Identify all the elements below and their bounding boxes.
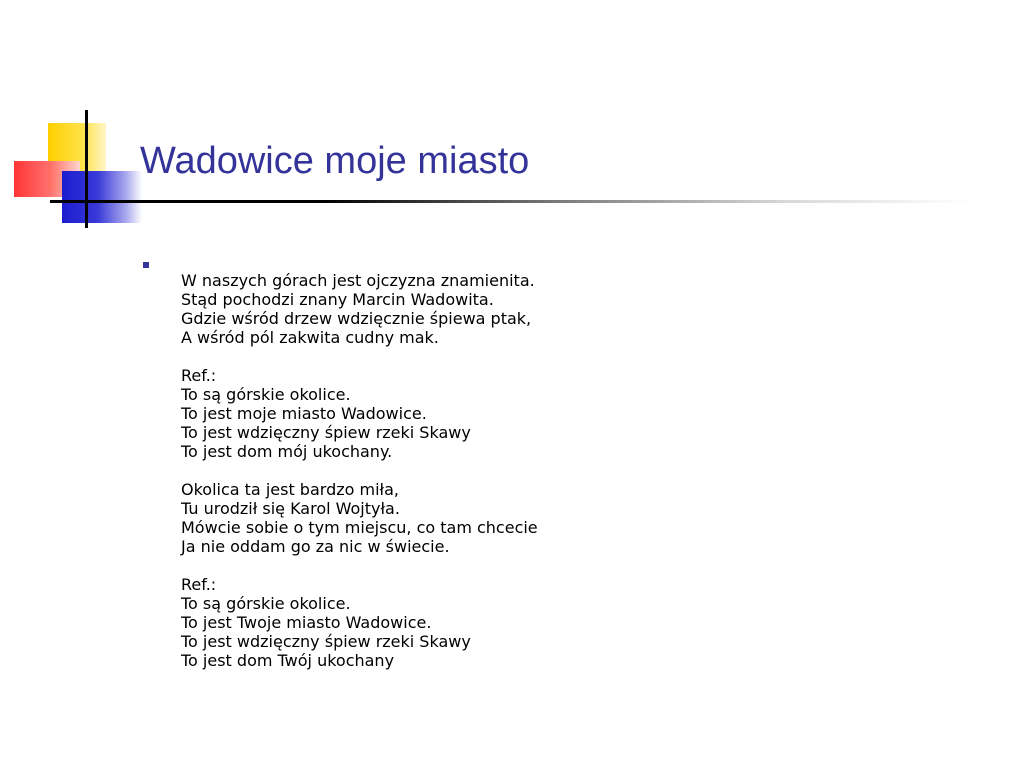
stanza-verse-2	[181, 480, 881, 556]
lyric-line: Gdzie wśród drzew wdzięcznie śpiewa ptak,	[181, 309, 532, 328]
slide-title: Wadowice moje miasto	[140, 140, 530, 182]
lyric-line: Stąd pochodzi znany Marcin Wadowita.	[181, 290, 494, 309]
lyrics-body	[181, 271, 881, 689]
bullet-icon	[143, 262, 149, 268]
stanza-refrain-2	[181, 575, 881, 670]
lyric-line: To są górskie okolice.	[181, 594, 351, 613]
stanza-refrain-1	[181, 366, 881, 461]
lyric-line: W naszych górach jest ojczyzna znamienita.	[181, 271, 535, 290]
decor-vertical-line	[85, 110, 88, 228]
lyric-line: Tu urodził się Karol Wojtyła.	[181, 499, 400, 518]
decor-blue-square	[62, 171, 142, 223]
lyric-line: To jest wdzięczny śpiew rzeki Skawy	[181, 632, 471, 651]
lyric-line: Ref.:	[181, 366, 217, 385]
title-underline	[50, 200, 970, 203]
lyric-line: Mówcie sobie o tym miejscu, co tam chcecie	[181, 518, 538, 537]
lyric-line: Okolica ta jest bardzo miła,	[181, 480, 399, 499]
lyric-line: To jest wdzięczny śpiew rzeki Skawy	[181, 423, 471, 442]
lyric-line: Ref.:	[181, 575, 217, 594]
lyric-line: A wśród pól zakwita cudny mak.	[181, 328, 439, 347]
lyric-line: To jest dom Twój ukochany	[181, 651, 395, 670]
lyric-line: To są górskie okolice.	[181, 385, 351, 404]
stanza-verse-1	[181, 271, 881, 347]
lyric-line: To jest moje miasto Wadowice.	[181, 404, 427, 423]
lyric-line: To jest Twoje miasto Wadowice.	[181, 613, 432, 632]
lyric-line: To jest dom mój ukochany.	[181, 442, 393, 461]
lyric-line: Ja nie oddam go za nic w świecie.	[181, 537, 450, 556]
